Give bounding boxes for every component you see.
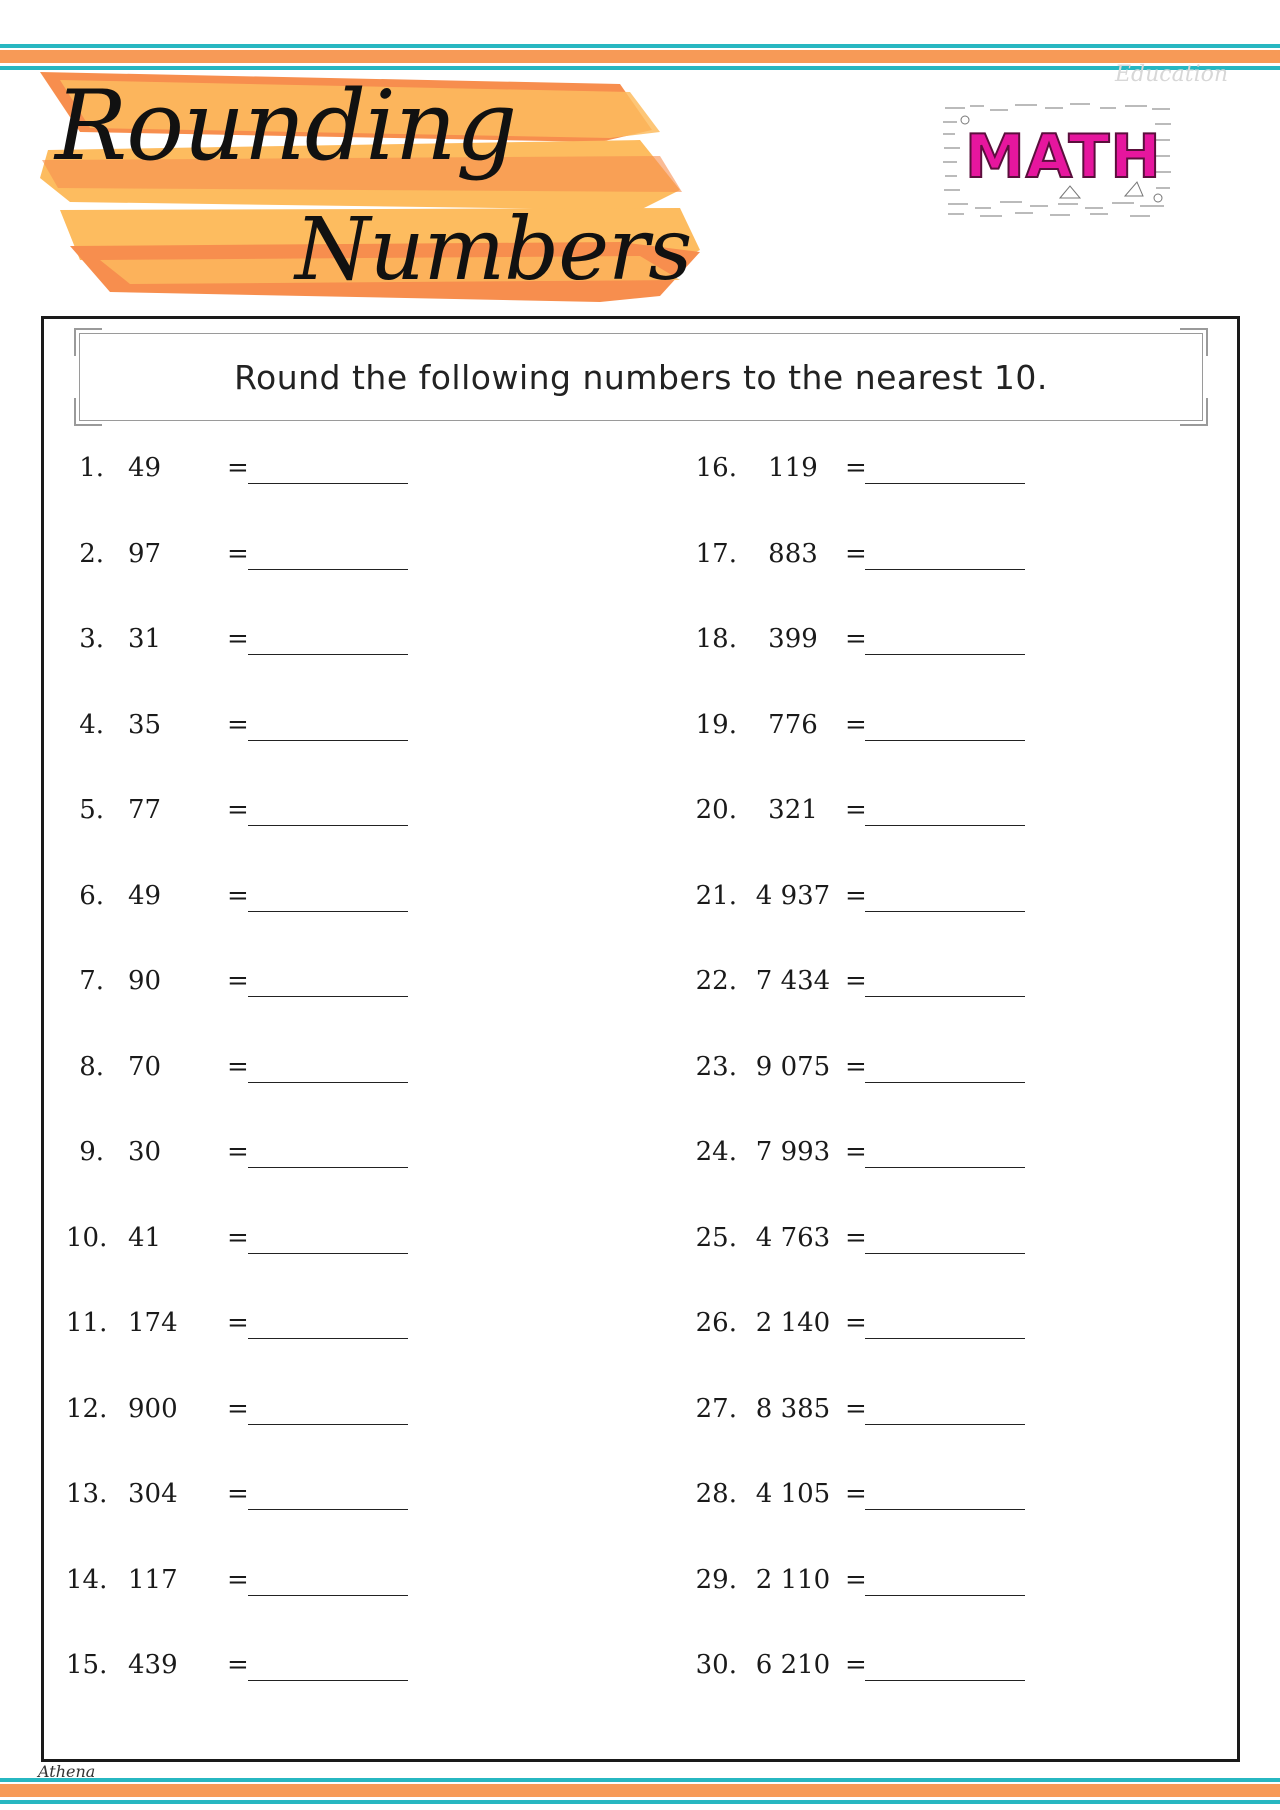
problem-row bbox=[679, 1394, 1099, 1480]
problem-value: 31 bbox=[128, 624, 162, 654]
answer-blank[interactable] bbox=[865, 483, 1025, 484]
equals-sign: = bbox=[227, 538, 249, 569]
answer-blank[interactable] bbox=[248, 996, 408, 997]
problem-value: 174 bbox=[128, 1308, 178, 1338]
problem-number: 6. bbox=[79, 880, 104, 911]
equals-sign: = bbox=[227, 1564, 249, 1595]
equals-sign: = bbox=[845, 1308, 867, 1338]
problem-row bbox=[679, 1052, 1099, 1138]
equals-sign: = bbox=[227, 880, 249, 911]
problem-row bbox=[679, 1137, 1099, 1223]
answer-blank[interactable] bbox=[865, 911, 1025, 912]
answer-blank[interactable] bbox=[865, 1167, 1025, 1168]
equals-sign: = bbox=[845, 880, 867, 911]
problem-number: 9. bbox=[79, 1137, 104, 1167]
problem-value: 49 bbox=[128, 880, 162, 911]
problem-number: 14. bbox=[66, 1564, 108, 1595]
problem-number: 1. bbox=[79, 453, 104, 483]
problem-value: 30 bbox=[128, 1137, 162, 1167]
problem-number: 22. bbox=[695, 966, 737, 996]
answer-blank[interactable] bbox=[248, 569, 408, 570]
problem-value: 900 bbox=[128, 1393, 178, 1424]
problem-row bbox=[66, 453, 486, 539]
problem-row bbox=[66, 1650, 486, 1736]
problem-row bbox=[66, 1394, 486, 1480]
problem-number: 5. bbox=[79, 795, 104, 825]
problem-value: 4 105 bbox=[755, 1479, 831, 1509]
problem-number: 13. bbox=[66, 1479, 108, 1509]
equals-sign: = bbox=[227, 624, 249, 654]
problem-number: 12. bbox=[66, 1393, 108, 1424]
problem-row bbox=[66, 1137, 486, 1223]
problem-number: 27. bbox=[695, 1393, 737, 1424]
equals-sign: = bbox=[845, 538, 867, 569]
equals-sign: = bbox=[845, 1564, 867, 1595]
problem-value: 4 763 bbox=[755, 1222, 831, 1253]
problem-row bbox=[679, 1308, 1099, 1394]
problem-row bbox=[679, 1479, 1099, 1565]
problem-value: 883 bbox=[768, 538, 818, 569]
problem-number: 11. bbox=[66, 1308, 108, 1338]
problem-value: 41 bbox=[128, 1222, 162, 1253]
equals-sign: = bbox=[227, 795, 249, 825]
answer-blank[interactable] bbox=[248, 740, 408, 741]
corner-bracket bbox=[1180, 328, 1208, 356]
equals-sign: = bbox=[227, 1479, 249, 1509]
watermark: Education bbox=[1115, 62, 1229, 87]
answer-blank[interactable] bbox=[865, 1253, 1025, 1254]
problem-number: 3. bbox=[79, 624, 104, 654]
answer-blank[interactable] bbox=[248, 1167, 408, 1168]
problem-number: 2. bbox=[79, 538, 104, 569]
answer-blank[interactable] bbox=[248, 483, 408, 484]
answer-blank[interactable] bbox=[248, 1424, 408, 1425]
problem-row bbox=[66, 710, 486, 796]
math-logo bbox=[940, 100, 1175, 220]
instruction-box bbox=[79, 333, 1203, 421]
problem-number: 23. bbox=[695, 1051, 737, 1082]
equals-sign: = bbox=[845, 624, 867, 654]
problem-row bbox=[679, 966, 1099, 1052]
equals-sign: = bbox=[227, 1393, 249, 1424]
problem-row bbox=[66, 1223, 486, 1309]
problem-number: 7. bbox=[79, 966, 104, 996]
worksheet-frame bbox=[41, 316, 1240, 1762]
problem-number: 20. bbox=[695, 795, 737, 825]
problem-value: 77 bbox=[128, 795, 162, 825]
problem-row bbox=[679, 1565, 1099, 1651]
bottom-orange-stripe bbox=[0, 1784, 1280, 1797]
problem-number: 21. bbox=[695, 880, 737, 911]
problem-number: 10. bbox=[66, 1222, 108, 1253]
problem-value: 2 140 bbox=[755, 1308, 831, 1338]
problem-number: 15. bbox=[66, 1650, 108, 1680]
problem-number: 17. bbox=[695, 538, 737, 569]
problem-row bbox=[679, 453, 1099, 539]
problem-value: 6 210 bbox=[755, 1650, 831, 1680]
answer-blank[interactable] bbox=[865, 1595, 1025, 1596]
math-logo-text: MATH bbox=[965, 122, 1162, 192]
problem-row bbox=[66, 881, 486, 967]
equals-sign: = bbox=[227, 453, 249, 483]
problem-row bbox=[679, 795, 1099, 881]
problem-number: 4. bbox=[79, 709, 104, 740]
problem-number: 18. bbox=[695, 624, 737, 654]
problem-number: 19. bbox=[695, 709, 737, 740]
bottom-teal-stripe-1 bbox=[0, 1778, 1280, 1782]
corner-bracket bbox=[74, 398, 102, 426]
answer-blank[interactable] bbox=[865, 569, 1025, 570]
problem-value: 49 bbox=[128, 453, 162, 483]
equals-sign: = bbox=[845, 795, 867, 825]
answer-blank[interactable] bbox=[865, 1082, 1025, 1083]
problem-row bbox=[66, 539, 486, 625]
equals-sign: = bbox=[227, 1137, 249, 1167]
title-numbers: Numbers bbox=[295, 200, 692, 300]
answer-blank[interactable] bbox=[248, 911, 408, 912]
problem-value: 117 bbox=[128, 1564, 178, 1595]
equals-sign: = bbox=[845, 1137, 867, 1167]
equals-sign: = bbox=[227, 1650, 249, 1680]
answer-blank[interactable] bbox=[248, 1082, 408, 1083]
problem-number: 8. bbox=[79, 1051, 104, 1082]
problem-row bbox=[66, 1565, 486, 1651]
problem-number: 30. bbox=[695, 1650, 737, 1680]
answer-blank[interactable] bbox=[248, 1509, 408, 1510]
problem-number: 28. bbox=[695, 1479, 737, 1509]
problem-row bbox=[66, 966, 486, 1052]
problem-value: 8 385 bbox=[755, 1393, 831, 1424]
problem-value: 7 434 bbox=[755, 966, 831, 996]
equals-sign: = bbox=[227, 1222, 249, 1253]
problem-row bbox=[66, 1479, 486, 1565]
answer-blank[interactable] bbox=[248, 1338, 408, 1339]
answer-blank[interactable] bbox=[865, 654, 1025, 655]
problem-value: 321 bbox=[768, 795, 818, 825]
problem-row bbox=[66, 1308, 486, 1394]
problem-row bbox=[679, 881, 1099, 967]
top-orange-stripe bbox=[0, 50, 1280, 63]
problem-value: 97 bbox=[128, 538, 162, 569]
problem-value: 304 bbox=[128, 1479, 178, 1509]
problem-number: 24. bbox=[695, 1137, 737, 1167]
problem-row bbox=[679, 624, 1099, 710]
corner-bracket bbox=[1180, 398, 1208, 426]
problem-number: 26. bbox=[695, 1308, 737, 1338]
equals-sign: = bbox=[845, 1479, 867, 1509]
answer-blank[interactable] bbox=[865, 825, 1025, 826]
problem-value: 90 bbox=[128, 966, 162, 996]
problem-number: 29. bbox=[695, 1564, 737, 1595]
problem-row bbox=[679, 539, 1099, 625]
answer-blank[interactable] bbox=[865, 1680, 1025, 1681]
equals-sign: = bbox=[845, 1222, 867, 1253]
problems-left-column bbox=[66, 453, 486, 1736]
problem-value: 7 993 bbox=[755, 1137, 831, 1167]
problem-value: 399 bbox=[768, 624, 818, 654]
equals-sign: = bbox=[845, 966, 867, 996]
equals-sign: = bbox=[845, 709, 867, 740]
answer-blank[interactable] bbox=[248, 1253, 408, 1254]
answer-blank[interactable] bbox=[865, 1338, 1025, 1339]
corner-bracket bbox=[74, 328, 102, 356]
problem-number: 16. bbox=[695, 453, 737, 483]
answer-blank[interactable] bbox=[865, 996, 1025, 997]
problem-value: 119 bbox=[768, 453, 818, 483]
problem-value: 776 bbox=[768, 709, 818, 740]
equals-sign: = bbox=[227, 966, 249, 996]
top-teal-stripe-1 bbox=[0, 44, 1280, 48]
problem-row bbox=[66, 624, 486, 710]
bottom-teal-stripe-2 bbox=[0, 1800, 1280, 1804]
title-rounding: Rounding bbox=[55, 70, 517, 182]
problem-value: 2 110 bbox=[755, 1564, 831, 1595]
problems-right-column bbox=[679, 453, 1099, 1736]
equals-sign: = bbox=[227, 1051, 249, 1082]
problem-row bbox=[679, 710, 1099, 796]
problem-row bbox=[679, 1223, 1099, 1309]
equals-sign: = bbox=[227, 1308, 249, 1338]
problem-value: 4 937 bbox=[755, 880, 831, 911]
answer-blank[interactable] bbox=[248, 654, 408, 655]
title-banner bbox=[40, 70, 740, 310]
answer-blank[interactable] bbox=[248, 1595, 408, 1596]
problem-row bbox=[679, 1650, 1099, 1736]
problem-value: 70 bbox=[128, 1051, 162, 1082]
problem-value: 439 bbox=[128, 1650, 178, 1680]
answer-blank[interactable] bbox=[248, 825, 408, 826]
equals-sign: = bbox=[845, 453, 867, 483]
problem-row bbox=[66, 795, 486, 881]
answer-blank[interactable] bbox=[865, 1509, 1025, 1510]
answer-blank[interactable] bbox=[865, 1424, 1025, 1425]
problem-number: 25. bbox=[695, 1222, 737, 1253]
instruction-text: Round the following numbers to the nearest 10. bbox=[234, 358, 1048, 397]
problem-value: 35 bbox=[128, 709, 162, 740]
equals-sign: = bbox=[845, 1051, 867, 1082]
answer-blank[interactable] bbox=[248, 1680, 408, 1681]
problem-value: 9 075 bbox=[755, 1051, 831, 1082]
answer-blank[interactable] bbox=[865, 740, 1025, 741]
equals-sign: = bbox=[845, 1650, 867, 1680]
problem-row bbox=[66, 1052, 486, 1138]
equals-sign: = bbox=[845, 1393, 867, 1424]
signature: Athena bbox=[38, 1762, 96, 1781]
equals-sign: = bbox=[227, 709, 249, 740]
